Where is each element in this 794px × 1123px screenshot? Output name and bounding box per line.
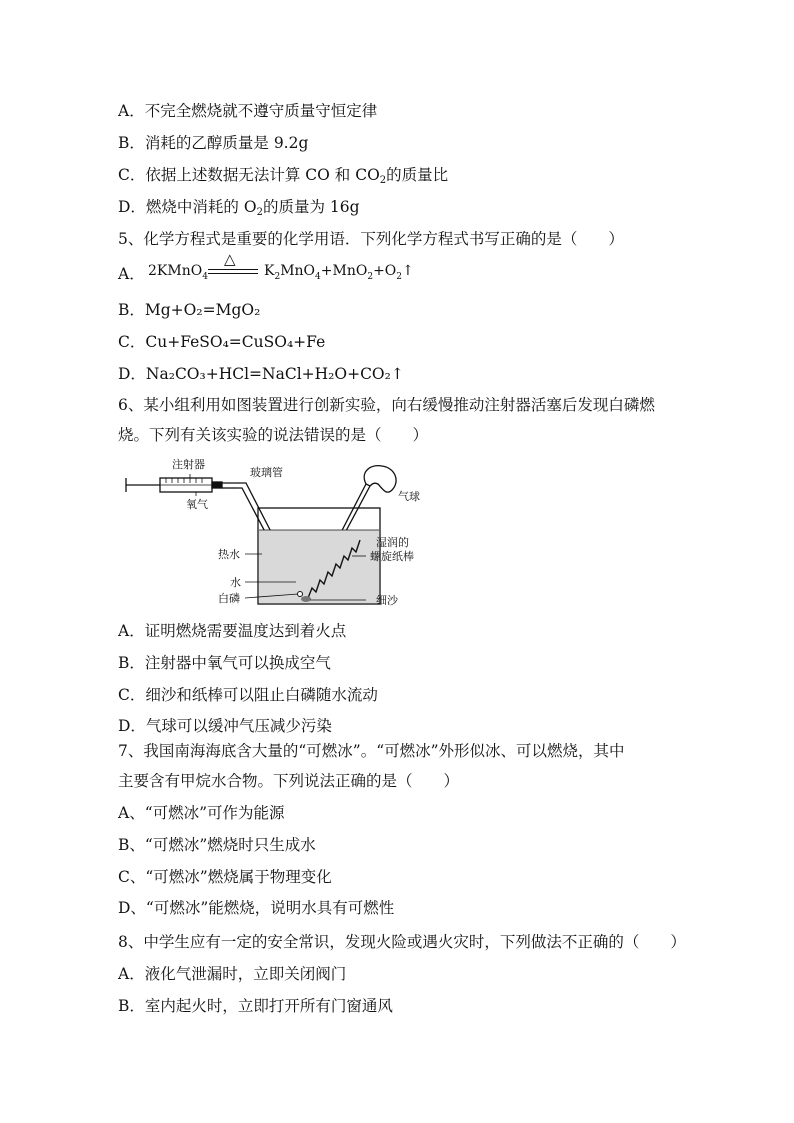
q5-a-label: A． [118,265,145,283]
q5-option-b: B．Mg+O₂=MgO₂ [118,301,261,319]
white-phosphorus [298,592,303,597]
q7-stem-line1: 7、我国南海海底含大量的“可燃冰”。“可燃冰”外形似冰、可以燃烧，其中 [118,742,625,760]
label-sand: 细沙 [376,594,398,607]
heat-triangle-icon: △ [224,250,236,268]
syringe [126,478,222,492]
q5-a-products: $K_2MnO_4+MnO_2+O_2↑$ [264,263,414,282]
label-spiral-rod: 螺旋纸棒 [370,550,414,563]
label-water: 水 [230,576,241,589]
eq-line-top [208,269,258,270]
q4-option-b: B．消耗的乙醇质量是 9.2g [118,134,309,152]
q6-option-d: D．气球可以缓冲气压减少污染 [118,717,332,735]
experiment-figure [120,452,440,612]
label-balloon: 气球 [398,490,420,503]
q5-option-c: C．Cu+FeSO₄=CuSO₄+Fe [118,333,326,351]
q6-option-b: B．注射器中氧气可以换成空气 [118,654,331,672]
label-white-phosphorus: 白磷 [218,592,240,605]
q4-option-c: C．依据上述数据无法计算 CO 和 $CO_2$的质量比 [118,166,449,186]
q8-option-a: A．液化气泄漏时，立即关闭阀门 [118,965,347,983]
q8-option-b: B．室内起火时，立即打开所有门窗通风 [118,997,393,1015]
label-hot-water: 热水 [218,548,240,561]
q7-option-a: A、“可燃冰”可作为能源 [118,804,285,822]
label-wet: 湿润的 [376,536,409,549]
q5-a-reactant: 2KMnO$_4$ [148,263,208,282]
q7-option-b: B、“可燃冰”燃烧时只生成水 [118,836,316,854]
q5-stem: 5、化学方程式是重要的化学用语．下列化学方程式书写正确的是（ ） [118,230,624,248]
fine-sand [301,596,311,602]
q4-option-a: A．不完全燃烧就不遵守质量守恒定律 [118,102,378,120]
q6-option-a: A．证明燃烧需要温度达到着火点 [118,622,347,640]
eq-line-bottom [208,273,258,274]
q6-option-c: C．细沙和纸棒可以阻止白磷随水流动 [118,686,378,704]
q7-option-d: D、“可燃冰”能燃烧，说明水具有可燃性 [118,899,395,917]
q8-stem: 8、中学生应有一定的安全常识，发现火险或遇火灾时，下列做法不正确的（ ） [118,933,686,951]
q7-option-c: C、“可燃冰”燃烧属于物理变化 [118,868,332,886]
label-syringe: 注射器 [172,458,205,471]
label-glass-tube: 玻璃管 [250,466,283,479]
hot-water [259,530,379,603]
q4-option-d: D．燃烧中消耗的 $O_2$的质量为 16g [118,198,360,218]
label-oxygen: 氧气 [186,498,208,511]
q6-stem-line1: 6、某小组利用如图装置进行创新实验，向右缓慢推动注射器活塞后发现白磷燃 [118,396,655,414]
q7-stem-line2: 主要含有甲烷水合物。下列说法正确的是（ ） [118,772,460,790]
q6-stem-line2: 烧。下列有关该实验的说法错误的是（ ） [118,426,429,444]
q5-option-a [118,250,538,284]
q5-option-d: D．Na₂CO₃+HCl=NaCl+H₂O+CO₂↑ [118,365,404,383]
